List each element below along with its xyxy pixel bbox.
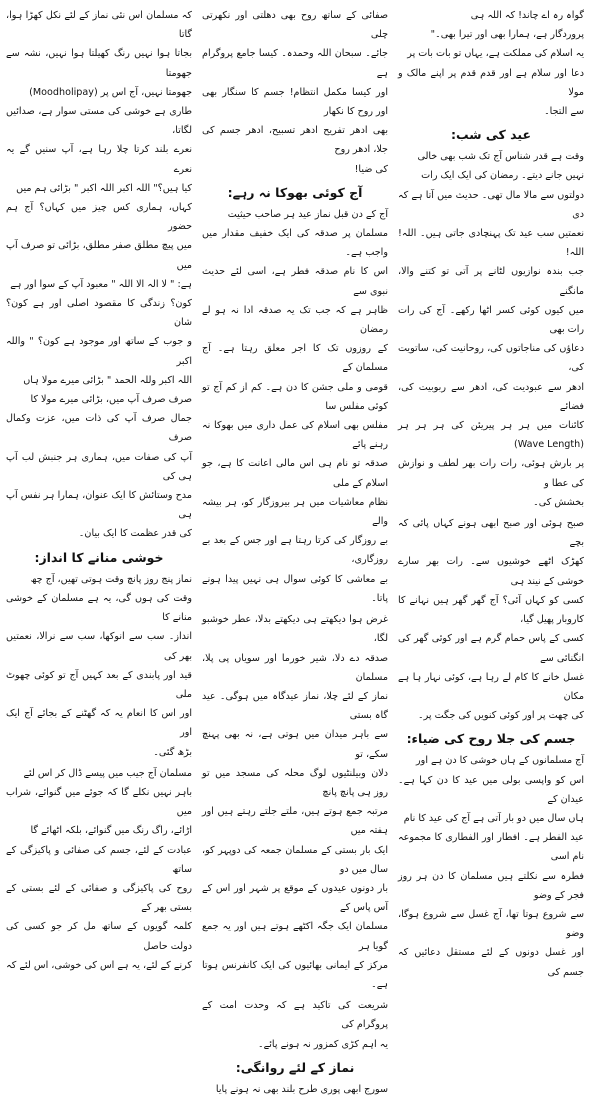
paragraph: وقت ہے قدر شناس آج تک شب بھی خالی نہیں جانے دیتے۔ رمضان کی ایک ایک رات دولتوں سے مالا مال تھی۔ حدیث میں آتا ہے کہ دی نعمتیں سب عید تک پہنچادی جاتی ہیں۔ اللہ! اللہ! جب بندہ نوازیوں لٹانے پر آتی تو کتنے والا، مانگنے میں کیوں کوئی کسر اٹھا رکھے۔ آج کی رات رات بھی دعاؤں کی مناجاتوں کی، روحانیت کی، ساتویت کی، ادھر سے عبودیت کی، ادھر سے ربوبیت کی، فضائے کائنات میں ہر ہر پیریئن کی ہر ہر ہر (Wave Length) پر بارش ہوئی، رات رات بھر لطف و نوازش کی عطا و بخشش کی۔ [398,151,584,508]
paragraph: صبح ہوئی اور صبح ابھی ہونے کہاں پائی کہ بچے کھڑک اٹھے خوشیوں سے۔ رات بھر سارے خوشی کے نیند ہی کسی کو کہاں آئی؟ آج گھر گھر ہیں نہانے کا کاروبار پھیل گیا، کسی کے پاس حمام گرم ہے اور کوئی گھر کی انگنائی سے غسل خانے کا کام لے رہا ہے، کوئی نہار ہا ہے مکان کی چھت پر اور کوئی کنویں کی جگت پر۔ [398,518,584,722]
paragraph: کہ مسلمان اس نئی نماز کے لئے نکل کھڑا ہوا، گاتا بجاتا ہوا نہیں رنگ کھیلتا ہوا نہیں، نشہ سے جھومتا جھومتا نہیں، آج اس پر (Moodholipay) طاری ہے خوشی کی مستی سوار ہے، صدائیں لگاتا، نعرے بلند کرتا چلا رہا ہے، آپ سنیں گے یہ نعرے کیا ہیں؟" اللہ اکبر اللہ اکبر " بڑائی ہم میں کہاں، ہماری کس چیز میں کہاں؟ آج ہم حضور میں پیچ مطلق صفر مطلق، بڑائی تو صرف آپ میں ہے: " لا الہ الا اللہ " معبود آپ کے سوا اور ہے کون؟ زندگی کا مقصود اصلی اور ہے کون؟ شان و جوب کے ساتھ اور موجود ہے کون؟ " واللہ اکبر اللہ اکبر وللہ الحمد " بڑائی میرے مولا ہاں صرف صرف آپ میں، بڑائی میرے مولا کا جمال صرف آپ کی ذات میں، عزت وکمال صرف آپ کی صفات میں، ہماری ہر جنبش لب آپ ہی کی مدح وستائش کا ایک عنوان، ہمارا ہر نفس آپ ہی کی قدر عظمت کا ایک بیان۔ [6,10,192,540]
paragraph: شریعت کی تاکید ہے کہ وحدت امت کے پروگرام کی یہ اہم کڑی کمزور نہ ہونے پائے۔ [202,1000,388,1050]
section-heading: جسم کی جلا روح کی ضیاء: [406,731,576,747]
column-left [6,6,192,971]
section-heading: عید کی شب: [450,127,531,143]
paragraph: آج کے دن قبل نماز عید ہر صاحب حیثیت مسلمان پر صدقہ کی ایک خفیف مقدار میں واجب ہے۔ اس کا نام صدقہ فطر ہے، اسی لئے حدیث نبوی سے ظاہر ہے کہ جب تک یہ صدقہ ادا نہ ہو لے رمضان کے روزوں تک کا اجر معلق رہتا ہے۔ آج مسلمان کے قومی و ملی جشن کا دن ہے۔ کم از کم آج تو کوئی مفلس سا مفلس بھی اسلام کی عمل داری میں بھوکا نہ رہنے پائے صدقہ تو نام ہی اس مالی اعانت کا ہے، جو اسلام کے ملی نظام معاشیات میں ہر بیروزگار کو، ہر بیشہ والے بے روزگار کی کرتا رہتا ہے اور جس کے بعد بے روزگاری، بے معاشی کا کوئی سوال ہی نہیں پیدا ہونے پاتا۔ [202,208,388,604]
column-right [398,6,584,978]
paragraph: گواہ رہ اے چاند! کہ اللہ ہی پروردگار ہے، ہمارا بھی اور تیرا بھی۔" یہ اسلام کی مملکت ہے، یہاں تو بات بات پر دعا اور سلام ہے اور قدم قدم پر اپنے مالک و مولا سے التجا۔ [398,10,584,118]
section-heading: آج کوئی بھوکا نہ رہے: [227,184,363,200]
paragraph: نماز پنج روز پانچ وقت ہوتی تھیں، آج چھ وقت کی ہوں گی، یہ ہے مسلمان کے خوشی منانے کا انداز۔ سب سے انوکھا، سب سے نرالا، نعمتیں بھر کی قید اور پابندی کے بعد کہیں آج تو کوئی چھوٹ ملی اور اس کا انعام یہ کہ گھٹنے کے بجائے آج ایک اور بڑھ گئی۔ [6,573,192,758]
column-middle [202,6,388,1095]
paragraph: صفائی کے ساتھ روح بھی دھلتی اور نکھرتی چلی جائے۔ سبحان اللہ وحمدہ۔ کیسا جامع پروگرام ہے اور کیسا مکمل انتظام! جسم کا سنگار بھی اور روح کا نکھار بھی ادھر تفریح ادھر تسبیح، ادھر جسم کی جلا، ادھر روح کی ضیا! [202,10,388,175]
paragraph: آج مسلمانوں کے ہاں خوشی کا دن ہے اور اس کو واپسی بولی میں عید کا دن کہا ہے۔ عیدان کے ہاں سال میں دو بار آتی ہے آج کی عید کا نام عید الفطر ہے۔ افطار اور الفطاری کا مجموعہ نام اسی فطرہ سے نکلتے ہیں مسلمان کا دن ہر روز فجر کے وضو سے شروع ہوتا تھا، آج غسل سے شروع ہوگا، وضو اور غسل دونوں کے لئے مستقل دعائیں کہ جسم کی [398,755,584,978]
paragraph: سورج ابھی پوری طرح بلند بھی نہ ہونے پایا [215,1083,388,1095]
paragraph: غرض ہوا دیکھتے ہی دیکھتے بدلا، عطر خوشبو لگا، صدقہ دے دلا، شیر خورما اور سویاں پی پلا، مسلمان نماز کے لئے چلا، نماز عیدگاہ میں ہوگی۔ عید گاہ بستی سے باہر میدان میں ہوتی ہے، نہ بھی پہنچ سکے، تو دلان وبیلنٹیوں لوگ محلہ کی مسجد میں تو روز ہی پانچ پانچ مرتبہ جمع ہوتے ہیں، ملتے جلتے رہتے ہیں اور ہفتہ میں ایک بار بستی کے مسلمان جمعہ کی دوپہر کو، سال میں دو بار دونوں عیدوں کے موقع پر شہر اور اس کے آس پاس کے مسلمان ایک جگہ اکٹھے ہوتے ہیں اور یہ جمع گویا ہر مرکز کے ایمانی بھائیوں کی ایک کانفرنس ہوتا ہے۔ [202,614,388,990]
section-heading: نماز کے لئے روانگی: [235,1059,355,1075]
paragraph: مسلمان آج جیب میں پیسے ڈال کر اس لئے باہر نہیں نکلے گا کہ جوئے میں گنوائے، شراب میں اڑائے، راگ رنگ میں گنوائے، بلکہ اٹھائے گا عبادت کے لئے، جسم کی صفائی و پاکیزگی کے ساتھ روح کی پاکیزگی و صفائی کے لئے بستی کے بستی بھر کے کلمہ گویوں کے ساتھ مل کر جو کسی کی دولت حاصل کرنے کے لئے، یہ ہے اس کی خوشی، اس لئے کہ [6,767,192,971]
section-heading: خوشی منانے کا انداز: [34,549,164,565]
